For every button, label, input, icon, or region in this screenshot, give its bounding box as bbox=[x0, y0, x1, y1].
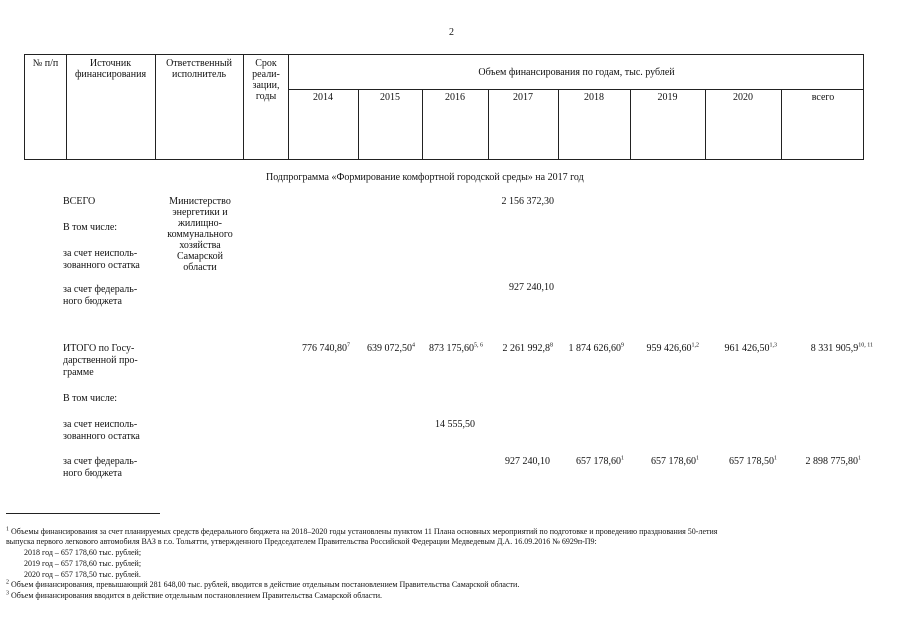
total-2017-value: 2 156 372,30 bbox=[501, 196, 554, 207]
itogo-label: ИТОГО по Госу- дарственной про- грамме bbox=[63, 343, 138, 378]
federal-value: 657 178,60$^1$ bbox=[651, 455, 699, 467]
including-label: В том числе: bbox=[63, 222, 118, 233]
itogo-value: 959 426,60$^{1,2}$ bbox=[646, 342, 699, 354]
federal-2017-value: 927 240,10 bbox=[509, 282, 554, 293]
federal-value: 2 898 775,80$^1$ bbox=[805, 455, 861, 467]
col-volume-header: Объем финансирования по годам, тыс. рублей bbox=[478, 67, 675, 78]
footnote-1: $^1$ Объемы финансирования за счет планируемых средств федерального бюджета на 2018–2020 годы установлены пунктом 11 Плана основных мероприятий по подготовке и проведению празднования 50-летия bbox=[6, 526, 718, 536]
year-header: 2019 bbox=[657, 92, 678, 103]
year-header: 2016 bbox=[445, 92, 465, 103]
footnote-1-2018: 2018 год – 657 178,60 тыс. рублей; bbox=[24, 548, 142, 557]
itogo-value: 8 331 905,9$^{10, 11}$ bbox=[810, 342, 873, 354]
unused-2016-value: 14 555,50 bbox=[435, 419, 475, 430]
year-header: 2018 bbox=[584, 92, 604, 103]
total-label: ВСЕГО bbox=[63, 196, 96, 207]
responsible-ministry: Министерство энергетики и жилищно-коммунального хозяйства Самарской области bbox=[167, 196, 233, 273]
col-num-header: № п/п bbox=[32, 58, 59, 69]
year-header: всего bbox=[811, 92, 835, 103]
federal-value: 927 240,10 bbox=[505, 456, 550, 467]
itogo-value: 776 740,80$^7$ bbox=[302, 342, 350, 354]
itogo-value: 873 175,60$^{5, 6}$ bbox=[429, 342, 483, 354]
unused-balance-label: за счет неисполь- зованного остатка bbox=[63, 419, 140, 442]
year-header: 2020 bbox=[733, 92, 753, 103]
federal-budget-label: за счет федераль- ного бюджета bbox=[63, 456, 138, 479]
federal-budget-label: за счет федераль- ного бюджета bbox=[63, 284, 138, 307]
footnote-1-2019: 2019 год – 657 178,60 тыс. рублей; bbox=[24, 559, 142, 568]
header-table bbox=[24, 54, 864, 160]
year-header: 2017 bbox=[513, 92, 533, 103]
footnote-3: $^3$ Объем финансирования вводится в действие отдельным постановлением Правительства Самарской области. bbox=[6, 590, 383, 600]
page-number: 2 bbox=[449, 27, 454, 38]
year-header: 2014 bbox=[313, 92, 333, 103]
footnote-1-2020: 2020 год – 657 178,50 тыс. рублей. bbox=[24, 570, 141, 579]
itogo-value: 2 261 992,8$^8$ bbox=[502, 342, 553, 354]
footnote-1-cont: выпуска первого легкового автомобиля ВАЗ в г.о. Тольятти, утвержденного Председателем Правительства Российской Федерации Медведевым Д.А. 16.09.2016 № 6929п-П9: bbox=[6, 537, 597, 546]
year-header: 2015 bbox=[380, 92, 400, 103]
footnote-separator bbox=[6, 513, 160, 514]
col-executor-header: Ответственный исполнитель bbox=[166, 58, 232, 80]
itogo-value: 1 874 626,60$^9$ bbox=[568, 342, 624, 354]
unused-balance-label: за счет неисполь- зованного остатка bbox=[63, 248, 140, 271]
federal-value: 657 178,50$^1$ bbox=[729, 455, 777, 467]
itogo-value: 639 072,50$^4$ bbox=[367, 342, 415, 354]
subprogram-title: Подпрограмма «Формирование комфортной городской среды» на 2017 год bbox=[266, 172, 584, 183]
including-label: В том числе: bbox=[63, 393, 118, 404]
federal-value: 657 178,60$^1$ bbox=[576, 455, 624, 467]
col-term-header: Срок реали-зации, годы bbox=[252, 58, 280, 102]
footnote-2: $^2$ Объем финансирования, превышающий 281 648,00 тыс. рублей, вводится в действие отдельным постановлением Правительства Самарской области. bbox=[6, 579, 520, 589]
itogo-value: 961 426,50$^{1,3}$ bbox=[724, 342, 777, 354]
col-source-header: Источник финансирования bbox=[74, 58, 147, 80]
